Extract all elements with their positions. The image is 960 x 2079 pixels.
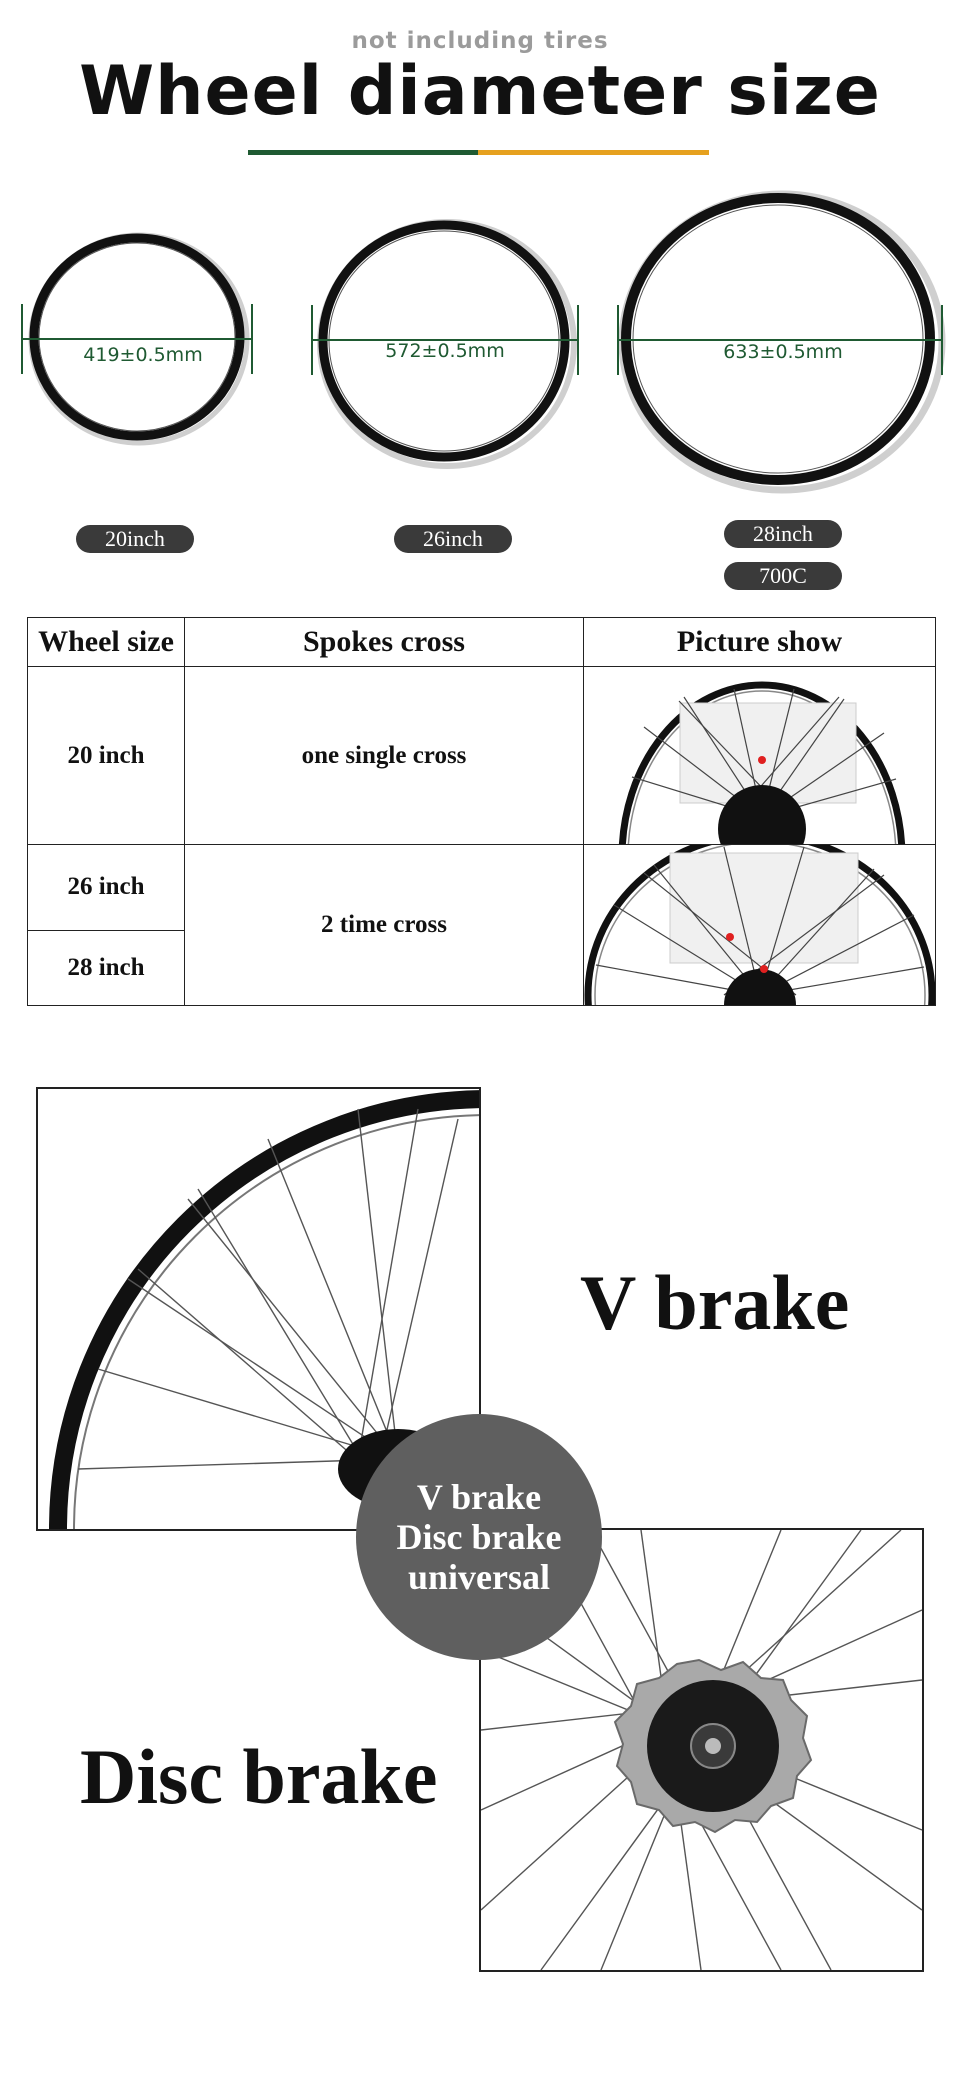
cell-picture bbox=[584, 845, 936, 1006]
header-picture-show: Picture show bbox=[584, 618, 936, 667]
spokes-cross-table bbox=[27, 617, 936, 1006]
size-pill-20inch: 20inch bbox=[76, 525, 194, 553]
header-spokes-cross: Spokes cross bbox=[185, 618, 584, 667]
cell-wheel-size: 28 inch bbox=[28, 930, 185, 1005]
badge-line-disc-brake: Disc brake bbox=[396, 1517, 562, 1557]
disc-brake-label: Disc brake bbox=[80, 1733, 438, 1820]
wheel-26-28-spokes-image bbox=[584, 845, 936, 1005]
table-row bbox=[28, 667, 936, 845]
badge-line-universal: universal bbox=[407, 1557, 550, 1597]
subtitle: not including tires bbox=[351, 28, 609, 54]
rim-28-diameter-label: 633±0.5mm bbox=[723, 341, 843, 363]
universal-brake-badge bbox=[356, 1414, 602, 1660]
size-pill-28inch: 28inch bbox=[724, 520, 842, 548]
rim-20-inch-image bbox=[18, 224, 256, 454]
cell-spokes-cross: 2 time cross bbox=[185, 845, 584, 1006]
badge-line-v-brake: V brake bbox=[416, 1477, 542, 1517]
rim-26-diameter-label: 572±0.5mm bbox=[385, 340, 505, 362]
rim-20-diameter-label: 419±0.5mm bbox=[83, 344, 203, 366]
table-row bbox=[28, 845, 936, 931]
cell-spokes-cross: one single cross bbox=[185, 667, 584, 845]
page-title: Wheel diameter size bbox=[79, 52, 881, 131]
size-pill-700c: 700C bbox=[724, 562, 842, 590]
v-brake-label: V brake bbox=[580, 1259, 850, 1346]
wheel-20-spokes-image bbox=[584, 667, 936, 844]
table-header-row bbox=[28, 618, 936, 667]
title-underline-orange bbox=[478, 150, 709, 155]
cell-picture bbox=[584, 667, 936, 845]
cell-wheel-size: 20 inch bbox=[28, 667, 185, 845]
header-wheel-size: Wheel size bbox=[28, 618, 185, 667]
size-pill-26inch: 26inch bbox=[394, 525, 512, 553]
cell-wheel-size: 26 inch bbox=[28, 845, 185, 931]
title-underline-green bbox=[248, 150, 478, 155]
